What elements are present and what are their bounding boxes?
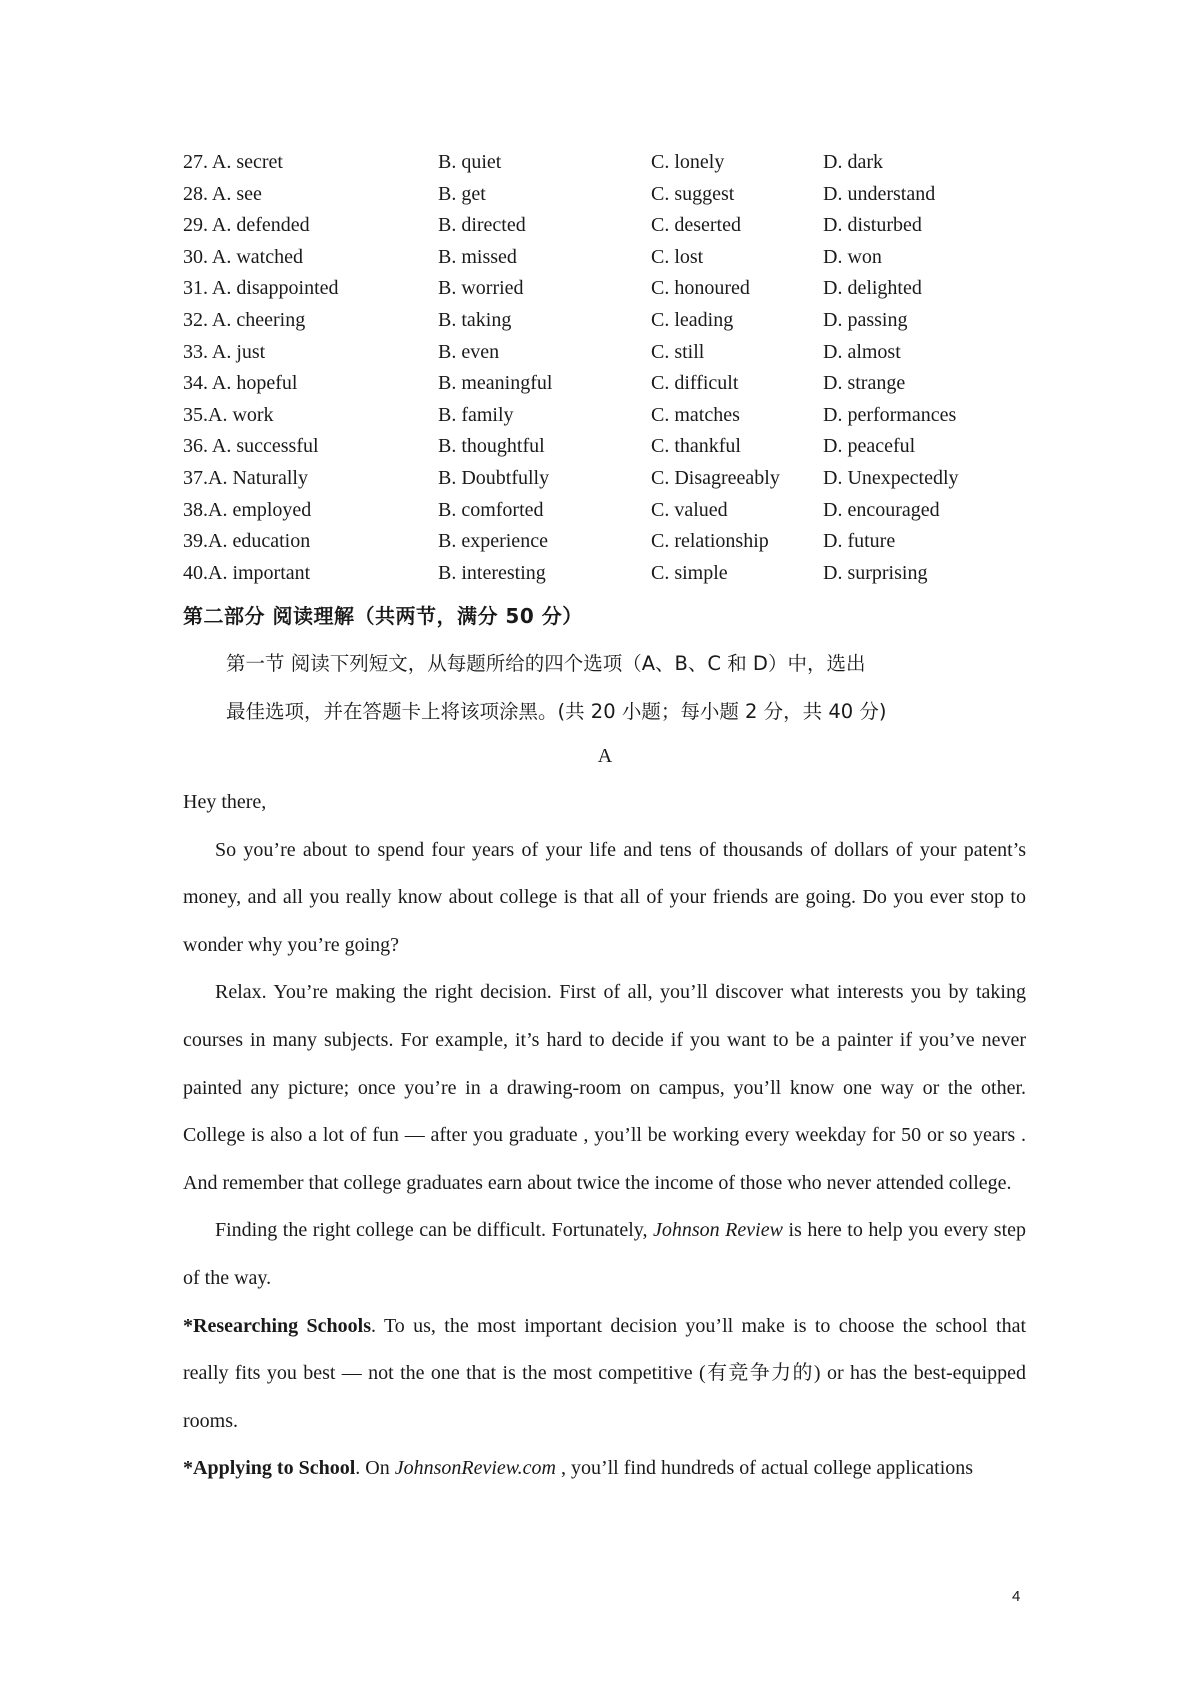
applying-text-end: , you’ll find hundreds of actual college applications	[555, 1457, 974, 1480]
website-name: JohnsonReview.com	[394, 1457, 556, 1480]
option-c: C. difficult	[651, 372, 739, 395]
greeting: Hey there,	[183, 791, 267, 813]
paragraph-applying-to-school	[183, 1445, 1026, 1493]
publication-name: Johnson Review	[653, 1219, 783, 1242]
option-d: D. future	[823, 530, 896, 553]
option-d: D. understand	[823, 182, 936, 205]
option-c: C. matches	[651, 403, 740, 426]
option-a: 31. A. disappointed	[183, 277, 339, 300]
option-a: 30. A. watched	[183, 245, 303, 268]
option-c: C. thankful	[651, 435, 741, 458]
option-b: B. directed	[438, 214, 526, 237]
option-a: 33. A. just	[183, 340, 266, 363]
option-b: B. Doubtfully	[438, 466, 550, 489]
option-b: B. family	[438, 403, 514, 426]
option-d: D. delighted	[823, 277, 922, 300]
option-a: 38.A. employed	[183, 498, 312, 521]
option-c: C. lonely	[651, 151, 725, 173]
heading-researching-schools: *Researching Schools	[183, 1314, 371, 1337]
option-a: 40.A. important	[183, 561, 311, 584]
option-d: D. passing	[823, 308, 908, 331]
options-row-30	[183, 242, 1043, 274]
option-c: C. valued	[651, 498, 728, 521]
options-row-36	[183, 431, 1043, 463]
option-a: 37.A. Naturally	[183, 466, 308, 489]
option-a: 27. A. secret	[183, 151, 283, 173]
option-a: 39.A. education	[183, 530, 311, 553]
option-c: C. simple	[651, 561, 728, 584]
options-row-34	[183, 368, 1043, 400]
option-b: B. taking	[438, 308, 512, 331]
paragraph-3-text-end: is here to help you every step of the way.	[183, 1219, 1026, 1289]
heading-applying-to-school: *Applying to School	[183, 1457, 356, 1480]
options-row-29	[183, 210, 1043, 242]
option-b: B. even	[438, 340, 500, 363]
options-row-38	[183, 495, 1043, 527]
section-instruction-line-1: 第一节 阅读下列短文，从每题所给的四个选项（A、B、C 和 D）中，选出	[226, 652, 866, 675]
options-row-27	[183, 147, 1043, 179]
paragraph-1: So you’re about to spend four years of your life and tens of thousands of dollars of your patent’s money, and all you really know about college is that all of your friends are going. Do you ever stop to wonder why you’re going?	[183, 838, 1026, 956]
options-row-31	[183, 273, 1043, 305]
options-row-32	[183, 305, 1043, 337]
option-d: D. encouraged	[823, 498, 940, 521]
applying-text-start: . On	[355, 1457, 395, 1480]
option-b: B. experience	[438, 530, 548, 553]
option-d: D. peaceful	[823, 435, 916, 458]
section-instruction-line-2: 最佳选项，并在答题卡上将该项涂黑。(共 20 小题；每小题 2 分，共 40 分)	[226, 700, 887, 723]
paragraph-3	[183, 1207, 1026, 1302]
option-a: 35.A. work	[183, 403, 274, 426]
option-c: C. relationship	[651, 530, 769, 553]
option-c: C. suggest	[651, 182, 735, 205]
reading-passage	[183, 779, 1026, 1493]
options-row-35	[183, 400, 1043, 432]
option-a: 28. A. see	[183, 182, 262, 205]
option-b: B. get	[438, 182, 486, 205]
researching-schools-text: . To us, the most important decision you’ll make is to choose the school that really fits you best — not the one that is the most competitive (有竞争力的) or has the best-equipped rooms.	[183, 1314, 1027, 1432]
option-b: B. thoughtful	[438, 435, 545, 458]
option-a: 29. A. defended	[183, 214, 310, 237]
option-a: 32. A. cheering	[183, 308, 306, 331]
option-b: B. interesting	[438, 561, 546, 584]
option-b: B. worried	[438, 277, 524, 300]
option-c: C. Disagreeably	[651, 466, 780, 489]
option-d: D. dark	[823, 151, 883, 173]
option-b: B. quiet	[438, 151, 502, 173]
option-d: D. Unexpectedly	[823, 466, 959, 489]
options-row-28	[183, 179, 1043, 211]
option-c: C. honoured	[651, 277, 750, 300]
option-c: C. still	[651, 340, 705, 363]
paragraph-researching-schools	[183, 1303, 1026, 1446]
option-a: 34. A. hopeful	[183, 372, 298, 395]
option-d: D. strange	[823, 372, 906, 395]
section-title: 第二部分 阅读理解（共两节，满分 50 分）	[183, 604, 583, 628]
options-row-37	[183, 463, 1043, 495]
option-a: 36. A. successful	[183, 435, 319, 458]
options-row-33	[183, 337, 1043, 369]
passage-label: A	[597, 745, 613, 767]
option-d: D. surprising	[823, 561, 928, 584]
options-row-40	[183, 558, 1043, 590]
option-d: D. almost	[823, 340, 901, 363]
option-b: B. comforted	[438, 498, 544, 521]
page-number: 4	[1012, 1588, 1021, 1605]
option-b: B. missed	[438, 245, 517, 268]
option-d: D. won	[823, 245, 882, 268]
answer-options-table	[183, 147, 1043, 589]
paragraph-3-text-start: Finding the right college can be difficult. Fortunately,	[215, 1219, 653, 1242]
option-b: B. meaningful	[438, 372, 553, 395]
paragraph-2: Relax. You’re making the right decision. First of all, you’ll discover what interests you by taking courses in many subjects. For example, it’s hard to decide if you want to be a painter if you’ve never painted any picture; once you’re in a drawing-room on campus, you’ll know one way or the other. College is also a lot of fun — after you graduate , you’ll be working every weekday for 50 or so years . And remember that college graduates earn about twice the income of those who never attended college.	[183, 981, 1026, 1194]
option-c: C. leading	[651, 308, 734, 331]
option-d: D. performances	[823, 403, 957, 426]
option-c: C. lost	[651, 245, 704, 268]
option-c: C. deserted	[651, 214, 741, 237]
option-d: D. disturbed	[823, 214, 922, 237]
options-row-39	[183, 526, 1043, 558]
